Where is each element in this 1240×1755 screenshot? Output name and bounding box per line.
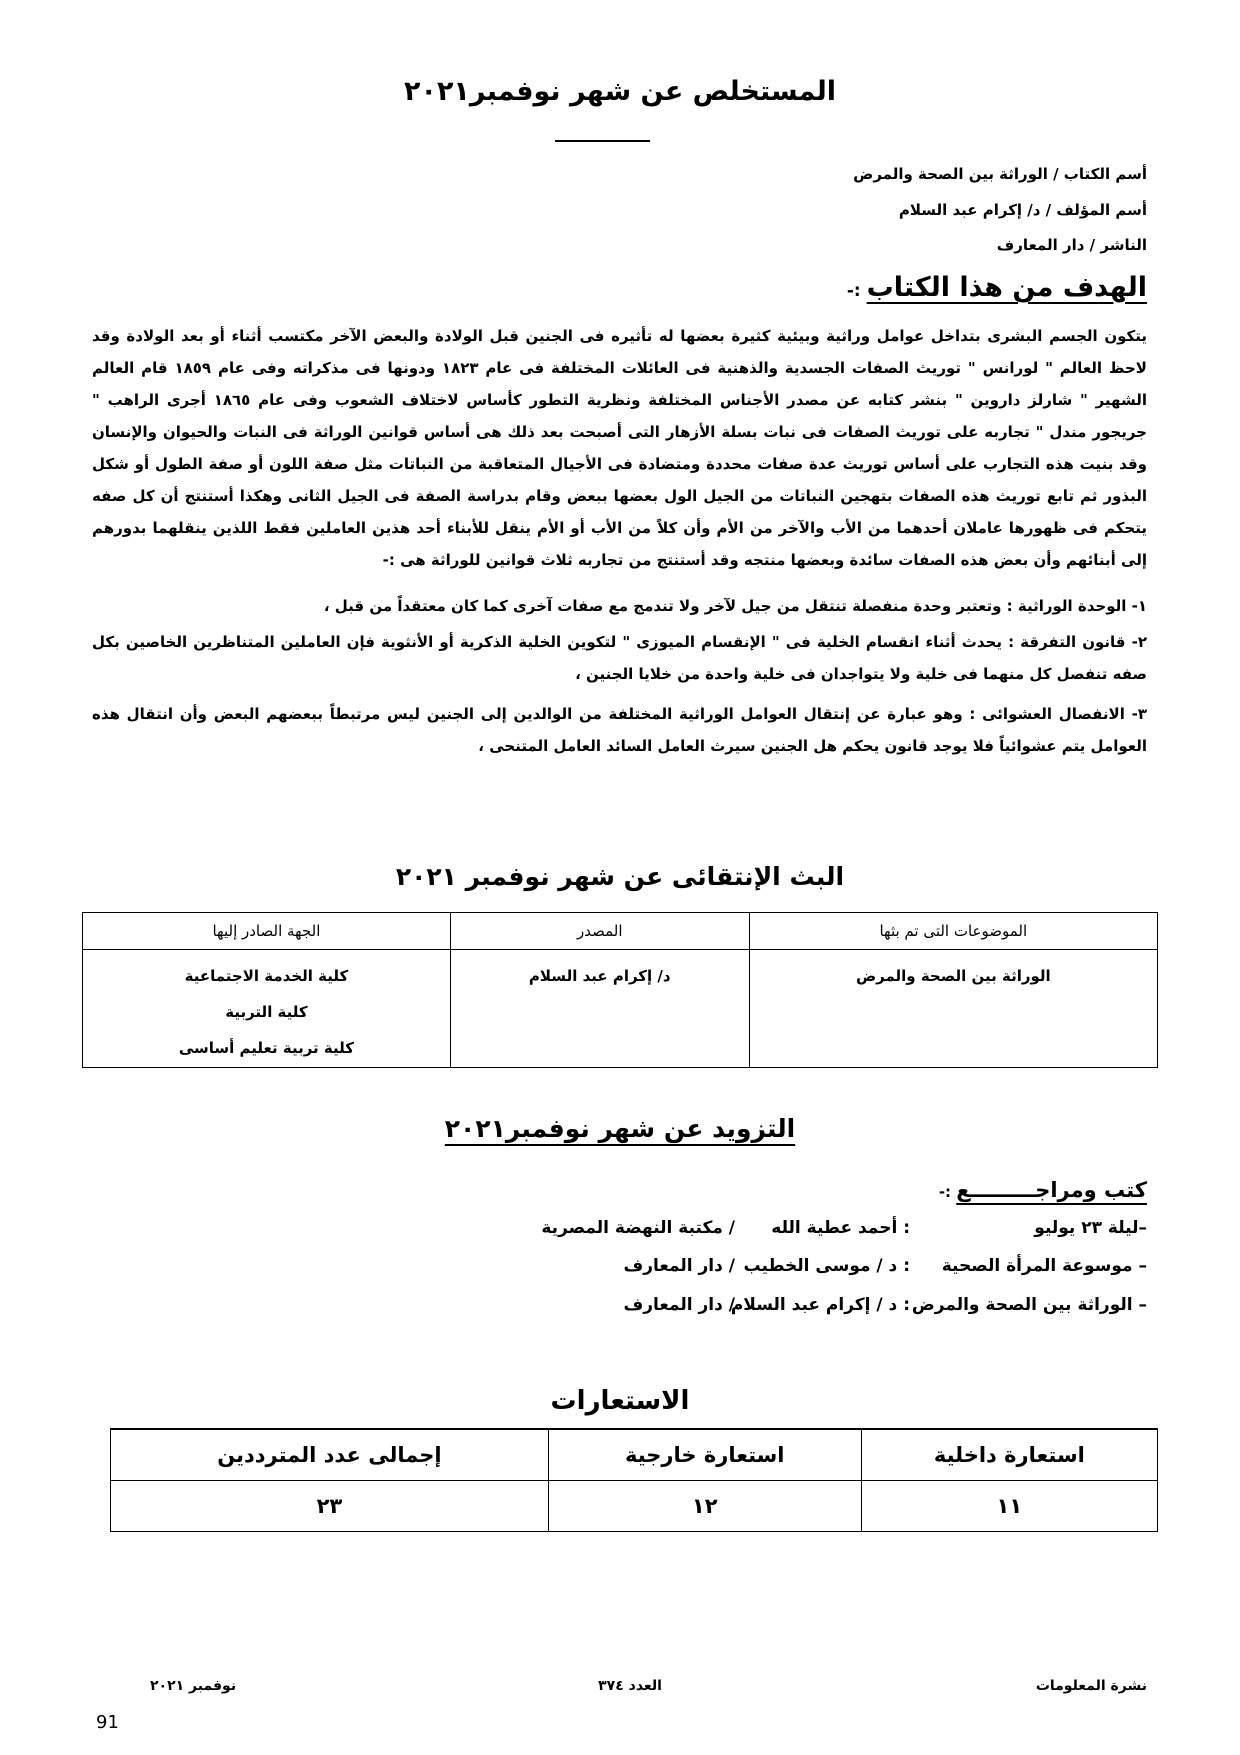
- table-row: [111, 1481, 1158, 1532]
- summary-paragraph: يتكون الجسم البشرى بتداخل عوامل وراثية وبيئية كثيرة بعضها له تأثيره فى الجنين قبل الولادة والبعض الآخر مكتسب أثناء أو بعد الولادة وقد لاحظ العالم " لورانس " توريث الصفات الجسدية والذهنية فى العائلات المختلفة فى عام ١٨٢٣ ودونها فى مذكراته وفى عام ١٨٥٩ قام العالم الشهير " شارلز داروين " بنشر كتابه عن مصدر الأجناس المختلفة ونظرية التطور كأساس لاختلاف الشعوب وفى عام ١٨٦٥ أجرى الراهب " جريجور مندل " تجاربه على توريث الصفات فى نبات بسلة الأزهار التى أصبحت بعد ذلك هى أساس قوانين الوراثة فى النبات والحيوان والإنسان وقد بنيت هذه التجارب على أساس توريث عدة صفات محددة ومتضادة فى الأجيال المتعاقبة من النباتات مثل صفة اللون أو صفة الطول أو شكل البذور ثم تابع توريث هذه الصفات بتهجين النباتات من الجيل الول بعضها ببعض وقام بدراسة الصفة فى الجيل الثانى وهكذا أستنتج أن كل صفه يتحكم فى ظهورها عاملان أحدهما من الأب والآخر من الأم وأن كلاً من الأب أو الأم ينقل للأبناء أحد هذين العاملين فقط اللذين ينقلهما بدورهم إلى أبنائهم وأن بعض هذه الصفات سائدة وبعضها منتجه وقد أستنتج من تجاربه ثلاث قوانين للوراثة هى :-: [92, 327, 1147, 569]
- loans-value-total: ٢٣: [111, 1481, 549, 1532]
- loans-header-external: استعارة خارجية: [548, 1429, 861, 1481]
- law-point-2: ٢- قانون التفرقة : يحدث أثناء انقسام الخلية فى " الإنقسام الميوزى " لتكوين الخلية الذكرية أو الأنثوية فإن العاملين المتناظرين الخاصين بكل صفه تنفصل كل منهما فى خلية ولا يتواجدان فى خلية واحدة من خلايا الجنين ،: [92, 633, 1147, 683]
- loans-header-internal: استعارة داخلية: [861, 1429, 1157, 1481]
- acquisition-title-text: التزويد عن شهر نوفمبر٢٠٢١: [444, 1114, 796, 1143]
- footer-issue: العدد ٣٧٤: [598, 1678, 662, 1694]
- table-cell-recipients: [83, 950, 451, 1068]
- table-cell-topic: الوراثة بين الصحة والمرض: [749, 950, 1157, 1068]
- law-point-1: ١- الوحدة الوراثية : وتعتبر وحدة منفصلة تنتقل من جيل لآخر ولا تندمج مع صفات آخرى كما كان معتقداً من قبل ،: [323, 597, 1147, 615]
- publisher-name: الناشر / دار المعارف: [996, 236, 1147, 254]
- recipient-item: كلية تربية تعليم أساسى: [178, 1039, 354, 1057]
- table-cell-source: د/ إكرام عبد السلام: [450, 950, 749, 1068]
- loans-value-internal: ١١: [861, 1481, 1157, 1532]
- book-2-publisher: / دار المعارف: [623, 1256, 735, 1276]
- broadcast-title: البث الإنتقائى عن شهر نوفمبر ٢٠٢١: [395, 862, 845, 891]
- book-name: أسم الكتاب / الوراثة بين الصحة والمرض: [853, 165, 1147, 183]
- book-3-publisher: / دار المعارف: [623, 1295, 735, 1315]
- table-header-row: [111, 1429, 1158, 1481]
- loans-table: [110, 1428, 1158, 1532]
- table-header-recipient: الجهة الصادر إليها: [83, 913, 451, 950]
- acquisition-title: [0, 1114, 1240, 1143]
- book-1-author: : أحمد عطية الله: [771, 1218, 910, 1238]
- loans-title: الاستعارات: [550, 1386, 690, 1416]
- footer-date: نوفمبر ٢٠٢١: [150, 1678, 237, 1694]
- footer-newsletter: نشرة المعلومات: [1035, 1678, 1147, 1694]
- book-2-author: : د / موسى الخطيب: [743, 1256, 910, 1276]
- broadcast-table: [82, 912, 1158, 1068]
- law-point-3: ٣- الانفصال العشوائى : وهو عبارة عن إنتقال العوامل الوراثية المختلفة من الوالدين إلى الجنين ليس مرتبطاً ببعضهم البعض وأن انتقال هذه العوامل يتم عشوائياً فلا يوجد قانون يحكم هل الجنين سيرث العامل السائد العامل المتنحى ،: [92, 705, 1147, 755]
- loans-value-external: ١٢: [548, 1481, 861, 1532]
- table-header-row: [83, 913, 1158, 950]
- book-1-title: –ليلة ٢٣ يوليو: [1034, 1218, 1147, 1238]
- book-3-title: – الوراثة بين الصحة والمرض: [911, 1295, 1147, 1315]
- recipient-item: كلية الخدمة الاجتماعية: [184, 967, 349, 985]
- table-row: [83, 950, 1158, 1068]
- author-name: أسم المؤلف / د/ إكرام عبد السلام: [898, 201, 1147, 219]
- books-heading-text: كتب ومراجـــــــــع: [956, 1178, 1147, 1202]
- loans-header-total: إجمالى عدد المترددين: [111, 1429, 549, 1481]
- title-underline: [555, 140, 650, 142]
- page-title: المستخلص عن شهر نوفمبر٢٠٢١: [403, 76, 836, 107]
- page-number: 91: [96, 1712, 119, 1733]
- book-1-publisher: / مكتبة النهضة المصرية: [541, 1218, 735, 1238]
- goal-heading-text: الهدف من هذا الكتاب: [866, 272, 1147, 303]
- books-heading: [939, 1178, 1147, 1202]
- books-heading-tail: :-: [938, 1183, 957, 1201]
- book-2-title: – موسوعة المرأة الصحية: [941, 1256, 1147, 1276]
- table-header-source: المصدر: [450, 913, 749, 950]
- goal-heading: [847, 272, 1147, 303]
- book-3-author: : د / إكرام عبد السلام: [730, 1295, 910, 1315]
- recipient-item: كلية التربية: [225, 1003, 308, 1021]
- goal-heading-tail: :-: [846, 281, 867, 301]
- table-header-topics: الموضوعات التى تم بثها: [749, 913, 1157, 950]
